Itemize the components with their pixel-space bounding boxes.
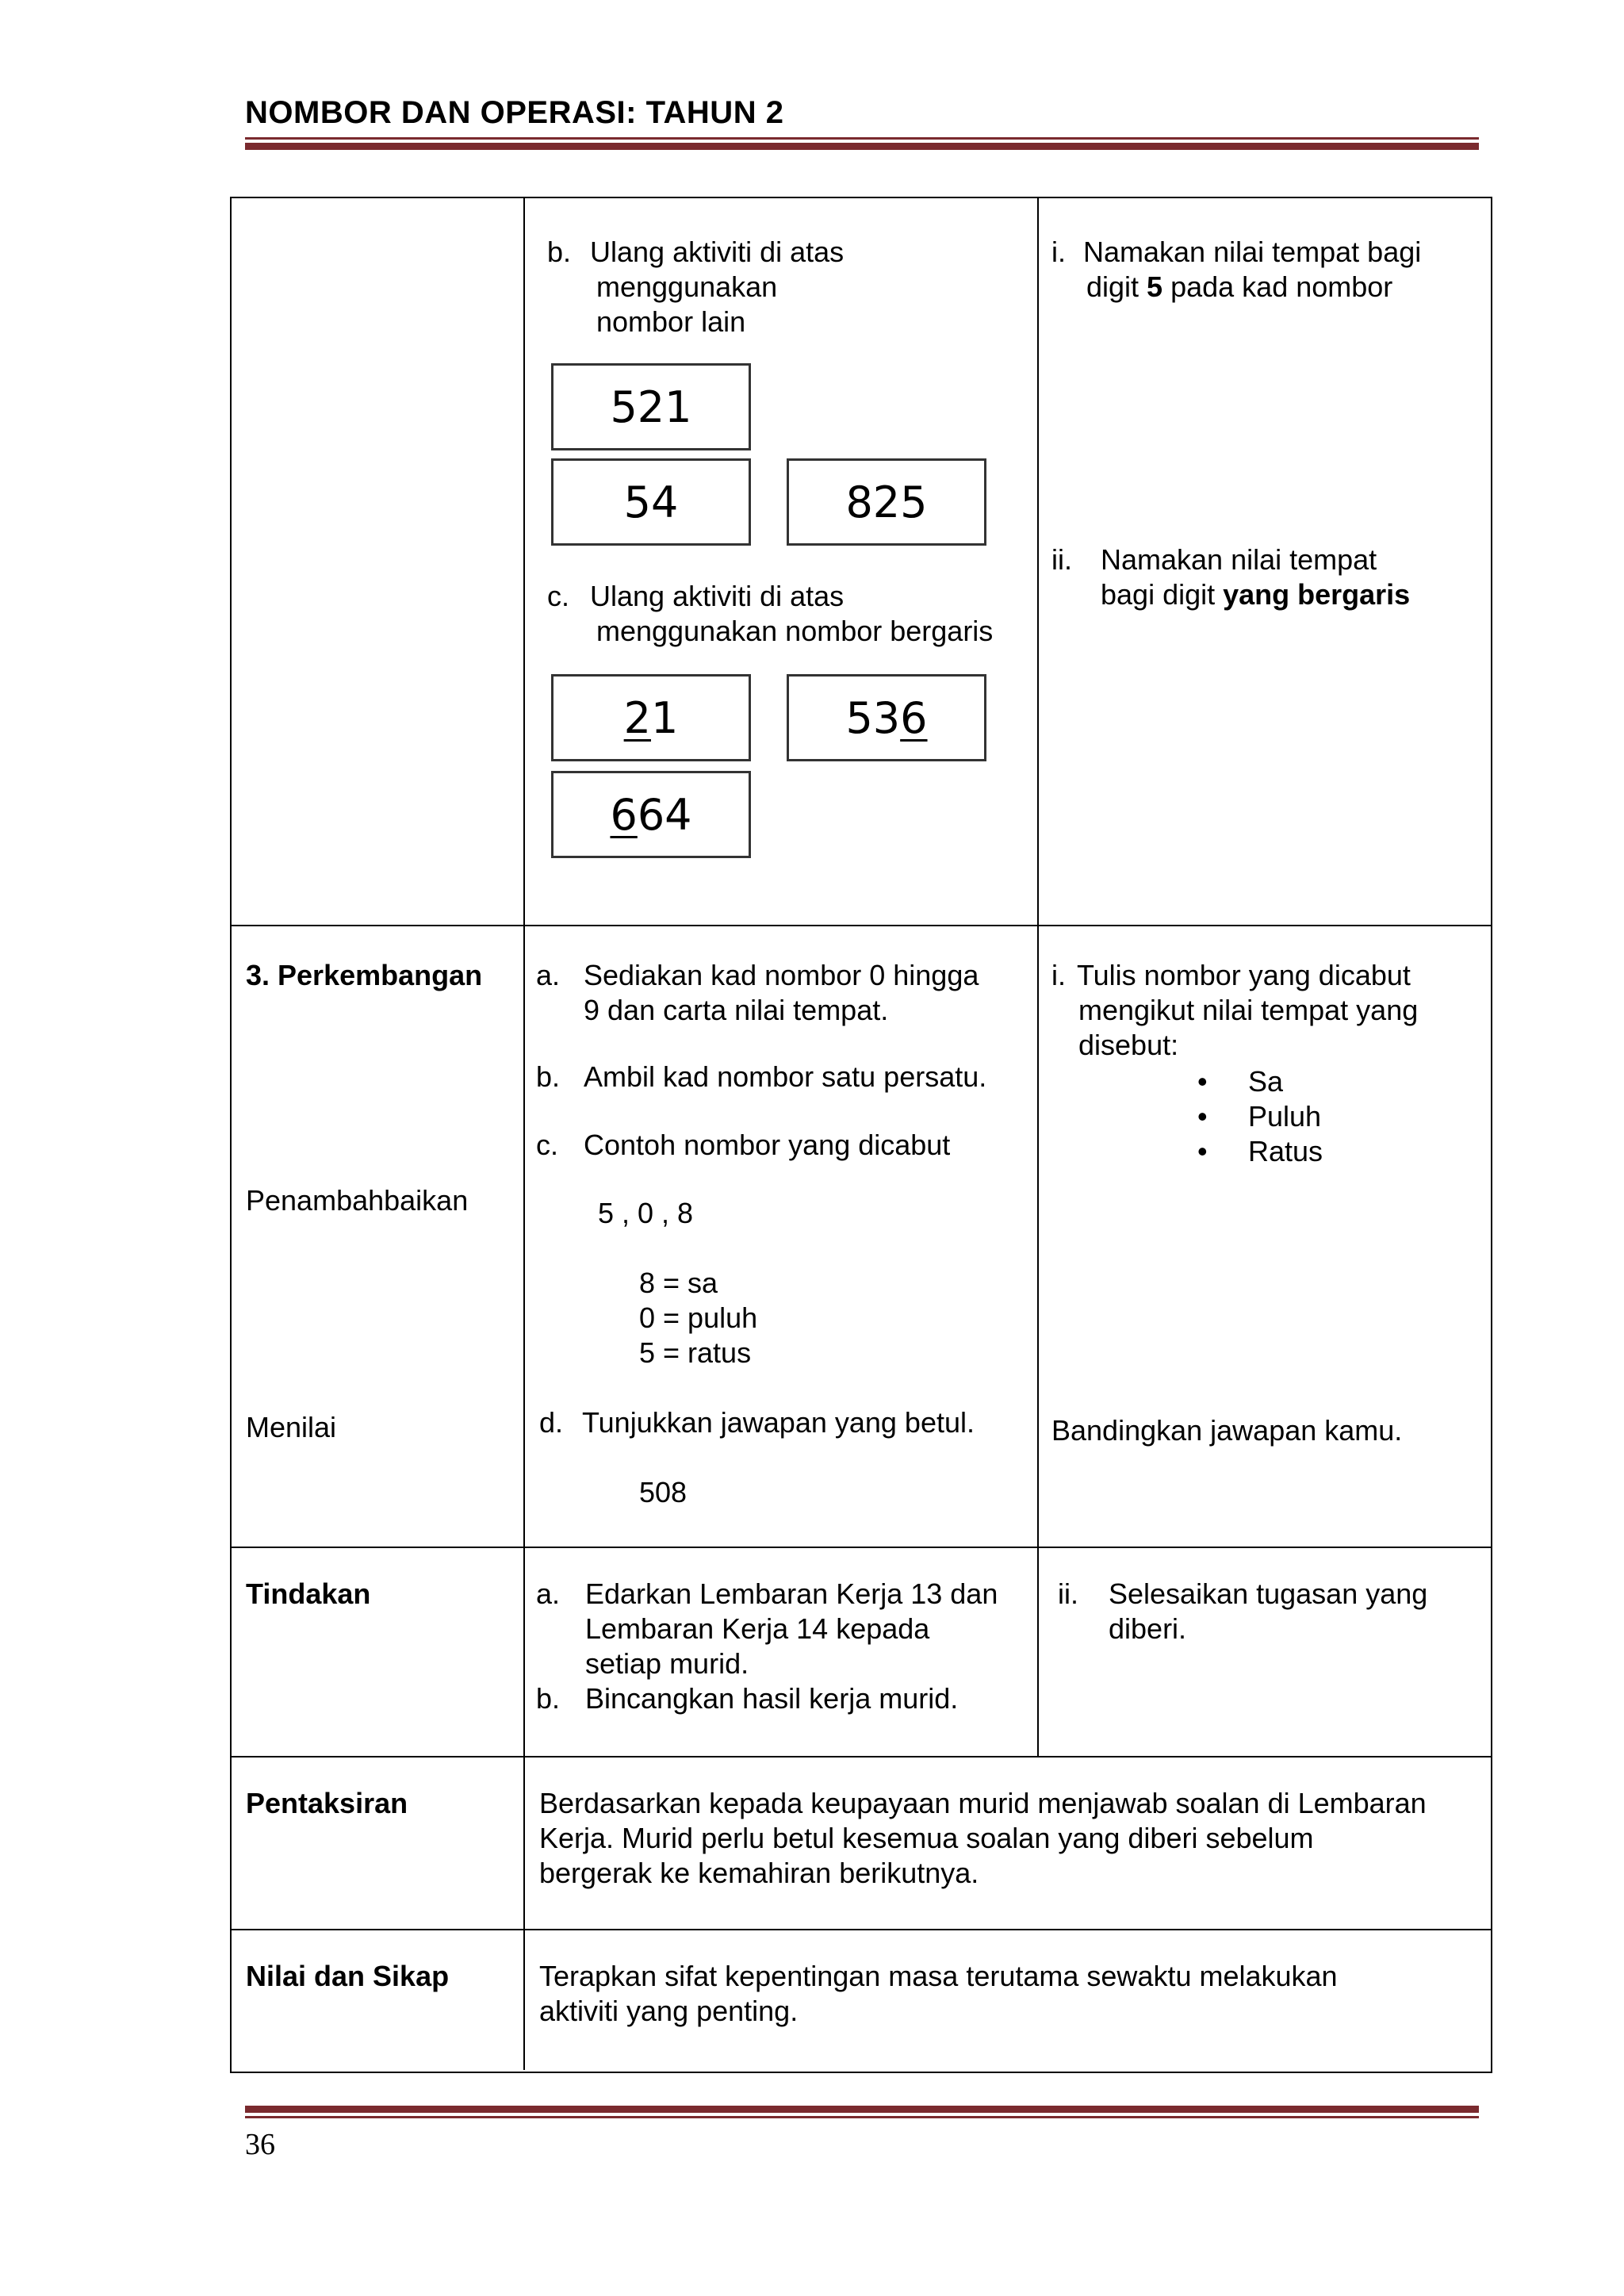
- underlined-number-card: 53 6: [787, 674, 986, 761]
- question-i-label: i.: [1051, 959, 1066, 991]
- step-b-label: b.: [547, 236, 572, 268]
- step-b-line: Ulang aktiviti di atas: [590, 236, 845, 268]
- question-i-label: i.: [1051, 236, 1066, 268]
- table-row-activity-continuation: [232, 198, 1491, 925]
- place-value-option: Ratus: [1248, 1135, 1323, 1167]
- row-heading: 3. Perkembangan: [246, 959, 483, 991]
- step-c-line: Ulang aktiviti di atas: [590, 580, 845, 612]
- place-value-option: Puluh: [1248, 1100, 1322, 1133]
- step-c-label: c.: [536, 1129, 559, 1161]
- bullet-dot: •: [1197, 1100, 1208, 1133]
- number-card: 521: [551, 363, 751, 450]
- answer-number: 508: [639, 1476, 688, 1508]
- step-d-text: Tunjukkan jawapan yang betul.: [582, 1406, 975, 1439]
- step-a-label: a.: [536, 959, 561, 991]
- header-rule-thin: [245, 137, 1479, 140]
- assessment-line: Kerja. Murid perlu betul kesemua soalan yang diberi sebelum: [539, 1822, 1314, 1854]
- question-ii-label: ii.: [1051, 543, 1072, 576]
- table-row-pentaksiran: [232, 1756, 1491, 1930]
- step-b-line: nombor lain: [596, 305, 746, 338]
- question-ii-line: Namakan nilai tempat: [1101, 543, 1377, 576]
- step-c-label: c.: [547, 580, 570, 612]
- place-value-line: 0 = puluh: [639, 1301, 758, 1334]
- question-ii-label: ii.: [1058, 1577, 1078, 1610]
- step-b-label: b.: [536, 1060, 561, 1093]
- question-i-line: digit 5 pada kad nombor: [1086, 270, 1393, 303]
- bullet-dot: •: [1197, 1065, 1208, 1098]
- row-subheading: Menilai: [246, 1411, 337, 1443]
- page-title: NOMBOR DAN OPERASI: TAHUN 2: [245, 95, 784, 130]
- question-ii-line: Selesaikan tugasan yang: [1109, 1577, 1428, 1610]
- bullet-dot: •: [1197, 1135, 1208, 1167]
- question-i-line: Tulis nombor yang dicabut: [1077, 959, 1411, 991]
- row-heading: Tindakan: [246, 1577, 371, 1610]
- compare-instruction: Bandingkan jawapan kamu.: [1051, 1414, 1403, 1447]
- row-subheading: Penambahbaikan: [246, 1184, 469, 1217]
- place-value-line: 8 = sa: [639, 1267, 718, 1299]
- underlined-number-card: 2 1: [551, 674, 751, 761]
- header-rule-thick: [245, 143, 1479, 150]
- step-d-label: d.: [539, 1406, 564, 1439]
- step-c-line: menggunakan nombor bergaris: [596, 615, 994, 647]
- place-value-option: Sa: [1248, 1065, 1284, 1098]
- step-a-label: a.: [536, 1577, 561, 1610]
- question-ii-line: bagi digit yang bergaris: [1101, 578, 1411, 611]
- lesson-plan-table: [230, 197, 1492, 2073]
- footer-rule-thin: [245, 2116, 1479, 2118]
- assessment-line: Berdasarkan kepada keupayaan murid menjawab soalan di Lembaran: [539, 1787, 1427, 1819]
- step-a-line: Edarkan Lembaran Kerja 13 dan: [585, 1577, 998, 1610]
- table-row-tindakan: [232, 1547, 1491, 1757]
- assessment-line: bergerak ke kemahiran berikutnya.: [539, 1857, 979, 1889]
- question-ii-line: diberi.: [1109, 1612, 1187, 1645]
- page-number: 36: [245, 2128, 275, 2161]
- question-i-line: mengikut nilai tempat yang: [1078, 994, 1419, 1026]
- question-i-line: Namakan nilai tempat bagi: [1083, 236, 1422, 268]
- values-line: aktiviti yang penting.: [539, 1995, 799, 2027]
- question-i-line: disebut:: [1078, 1029, 1179, 1061]
- step-a-line: setiap murid.: [585, 1647, 749, 1680]
- table-row-nilai-dan-sikap: [232, 1929, 1491, 2070]
- step-b-label: b.: [536, 1682, 561, 1715]
- underlined-number-card: 6 64: [551, 771, 751, 858]
- number-card: 54: [551, 458, 751, 546]
- step-b-text: Bincangkan hasil kerja murid.: [585, 1682, 959, 1715]
- step-a-line: 9 dan carta nilai tempat.: [584, 994, 889, 1026]
- step-a-line: Lembaran Kerja 14 kepada: [585, 1612, 930, 1645]
- row-heading: Nilai dan Sikap: [246, 1960, 450, 1992]
- step-b-line: menggunakan: [596, 270, 778, 303]
- step-a-line: Sediakan kad nombor 0 hingga: [584, 959, 979, 991]
- example-numbers: 5 , 0 , 8: [598, 1197, 694, 1229]
- step-c-text: Contoh nombor yang dicabut: [584, 1129, 951, 1161]
- step-b-text: Ambil kad nombor satu persatu.: [584, 1060, 987, 1093]
- number-card: 825: [787, 458, 986, 546]
- row-heading: Pentaksiran: [246, 1787, 408, 1819]
- place-value-line: 5 = ratus: [639, 1336, 752, 1369]
- values-line: Terapkan sifat kepentingan masa terutama sewaktu melakukan: [539, 1960, 1338, 1992]
- footer-rule-thick: [245, 2106, 1479, 2113]
- table-row-perkembangan: [232, 925, 1491, 1548]
